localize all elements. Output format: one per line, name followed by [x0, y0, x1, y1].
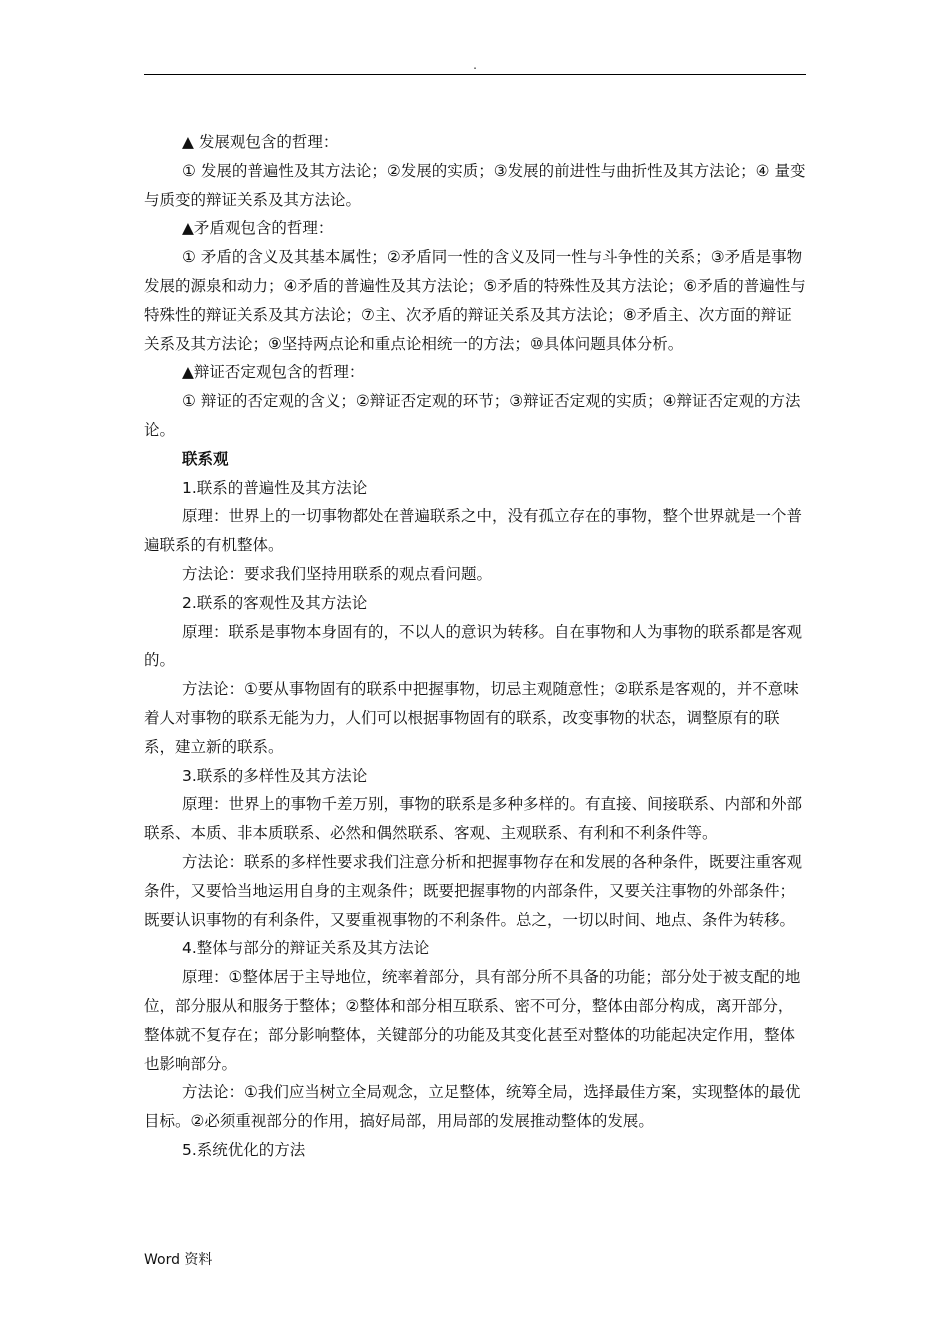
paragraph: 方法论：①我们应当树立全局观念，立足整体，统筹全局，选择最佳方案，实现整体的最优目标。②必须重视部分的作用，搞好局部，用局部的发展推动整体的发展。: [144, 1083, 801, 1131]
paragraph: 原理：①整体居于主导地位，统率着部分，具有部分所不具备的功能；部分处于被支配的地位，部分服从和服务于整体；②整体和部分相互联系、密不可分，整体由部分构成，离开部分，整体就不复存在；部分影响整体，关键部分的功能及其变化甚至对整体的功能起决定作用，整体也影响部分。: [144, 968, 801, 1073]
paragraph: ① 矛盾的含义及其基本属性；②矛盾同一性的含义及同一性与斗争性的关系；③矛盾是事物发展的源泉和动力；④矛盾的普遍性及其方法论；⑤矛盾的特殊性及其方法论；⑥矛盾的普遍性与特殊性的辩证关系及其方法论；⑦主、次矛盾的辩证关系及其方法论；⑧矛盾主、次方面的辩证关系及其方法论；⑨坚持两点论和重点论相统一的方法；⑩具体问题具体分析。: [144, 248, 806, 353]
document-body: [144, 128, 806, 1165]
subheading: 1.联系的普遍性及其方法论: [182, 478, 368, 497]
paragraph: 原理：世界上的一切事物都处在普遍联系之中，没有孤立存在的事物，整个世界就是一个普遍联系的有机整体。: [144, 507, 803, 555]
paragraph: 原理：联系是事物本身固有的，不以人的意识为转移。自在事物和人为事物的联系都是客观的。: [144, 622, 803, 670]
footer-text: Word 资料: [144, 1252, 213, 1268]
header-rule: [144, 74, 806, 75]
paragraph: ▲矛盾观包含的哲理：: [182, 219, 334, 238]
paragraph: ▲辩证否定观包含的哲理：: [182, 363, 365, 382]
paragraph: ▲ 发展观包含的哲理：: [182, 133, 339, 151]
paragraph: ① 辩证的否定观的含义；②辩证否定观的环节；③辩证否定观的实质；④辩证否定观的方法论。: [144, 392, 801, 439]
paragraph: 原理：世界上的事物千差万别，事物的联系是多种多样的。有直接、间接联系、内部和外部联系、本质、非本质联系、必然和偶然联系、客观、主观联系、有利和不利条件等。: [144, 795, 803, 843]
subheading: 3.联系的多样性及其方法论: [182, 766, 368, 785]
paragraph: 方法论：①要从事物固有的联系中把握事物，切忌主观随意性；②联系是客观的，并不意味着人对事物的联系无能为力，人们可以根据事物固有的联系，改变事物的状态，调整原有的联系，建立新的联系。: [144, 680, 799, 756]
subheading: 4.整体与部分的辩证关系及其方法论: [182, 939, 430, 958]
paragraph: ① 发展的普遍性及其方法论；②发展的实质；③发展的前进性与曲折性及其方法论；④ 量变与质变的辩证关系及其方法论。: [144, 161, 806, 209]
paragraph: 方法论：要求我们坚持用联系的观点看问题。: [182, 564, 493, 583]
subheading: 5.系统优化的方法: [182, 1140, 306, 1159]
subheading: 2.联系的客观性及其方法论: [182, 593, 368, 612]
section-heading: 联系观: [182, 449, 229, 468]
paragraph: 方法论：联系的多样性要求我们注意分析和把握事物存在和发展的各种条件，既要注重客观条件，又要恰当地运用自身的主观条件；既要把握事物的内部条件，又要关注事物的外部条件；既要认识事物的有利条件，又要重视事物的不利条件。总之，一切以时间、地点、条件为转移。: [144, 852, 803, 929]
header-mark: .: [473, 58, 477, 72]
